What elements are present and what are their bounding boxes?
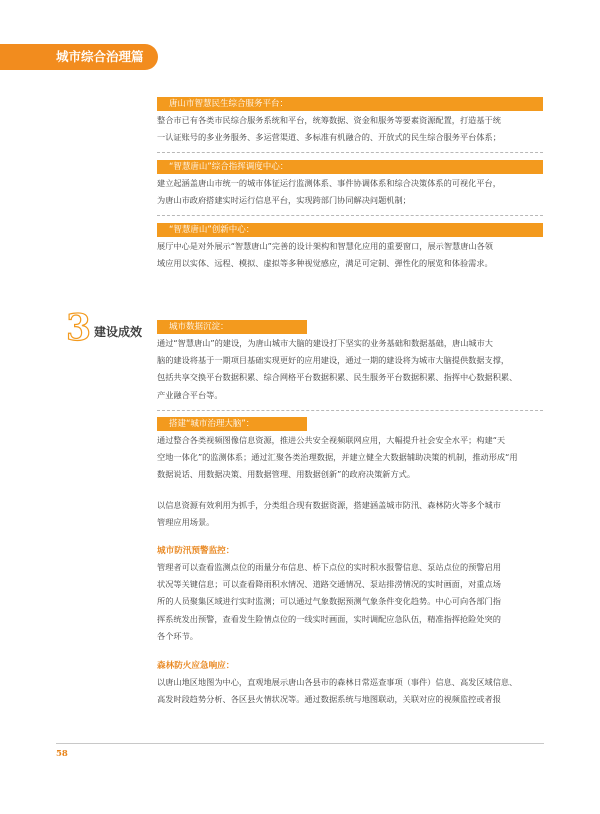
paragraph-line: 高发时段趋势分析、各区县火情状况等。通过数据系统与地图联动，关联对应的视频监控或者报 [157,694,501,705]
divider [157,215,543,216]
paragraph-line: 以信息资源有效利用为抓手，分类组合现有数据资源，搭建涵盖城市防汛、森林防火等多个城市 [157,500,501,510]
section-number: 3 [66,307,92,349]
paragraph-line: 数据说话、用数据决策、用数据管理、用数据创新”的政府决策新方式。 [157,469,416,480]
paragraph-line: 产业融合平台等。 [157,389,223,400]
innovation-center-header: “智慧唐山”创新中心： [157,223,543,237]
paragraph-line: 空地一体化”的监测体系；通过汇聚各类治理数据，并建立健全大数据辅助决策的机制，推动形成“用 [157,452,518,463]
city-brain-paragraph [157,432,545,484]
paragraph-line: 所的人员聚集区域进行实时监测；可以通过气象数据预测气象条件变化趋势。中心可向各部门指 [157,596,501,607]
page-top-bar [0,0,600,38]
paragraph-line: 一认证账号的多业务服务、多运营渠道、多标准有机融合的、开放式的民生综合服务平台体系； [157,132,501,143]
service-platform-paragraph [157,112,545,146]
footer-rule [56,743,544,744]
paragraph-line: 域应用以实体、远程、模拟、虚拟等多种视觉感应，满足可定制、弹性化的展览和体验需求。 [157,258,493,269]
paragraph-line: 通过“智慧唐山”的建设，为唐山城市大脑的建设打下坚实的业务基础和数据基础，唐山城市大 [157,338,493,348]
paragraph-line: 管理者可以查看监测点位的雨量分布信息、桥下点位的实时积水报警信息、泵站点位的预警启用 [157,562,501,572]
scenario-intro-paragraph [157,497,545,531]
paragraph-line: 包括共享交换平台数据积累、综合网格平台数据积累、民生服务平台数据积累、指挥中心数据积累、 [157,372,518,383]
data-accumulation-header: 城市数据沉淀： [157,320,307,334]
paragraph-line: 建立起涵盖唐山市统一的城市体征运行监测体系、事件协调体系和综合决策体系的可视化平台， [157,178,501,188]
forest-fire-paragraph [157,674,545,708]
forest-fire-title: 森林防火应急响应： [157,661,235,671]
section-tab: 城市综合治理篇 [0,44,158,70]
divider [157,152,543,153]
paragraph-line: 挥系统发出预警，查看发生险情点位的一线实时画面，实时调配应急队伍，精准指挥抢险处突的 [157,613,501,624]
paragraph-line: 以唐山地区地图为中心，直观地展示唐山各县市的森林日常巡查事项（事件）信息、高发区域信息、 [157,677,518,687]
data-accumulation-paragraph [157,335,545,404]
divider [157,410,543,411]
city-brain-header: 搭建“城市治理大脑”： [157,417,307,431]
results-heading [66,307,156,349]
paragraph-line: 状况等关键信息；可以查看降雨积水情况、道路交通情况、泵站排涝情况的实时画面，对重点场 [157,579,501,590]
page-number: 58 [56,749,68,759]
paragraph-line: 脑的建设将基于一期项目基础实现更好的应用建设，通过一期的建设将为城市大脑提供数据支撑， [157,355,510,366]
flood-warning-title: 城市防汛预警监控： [157,546,235,556]
paragraph-line: 各个环节。 [157,630,198,641]
paragraph-line: 管理应用场景。 [157,517,215,528]
service-platform-header: 唐山市智慧民生综合服务平台： [157,97,543,111]
command-center-header: “智慧唐山”综合指挥调度中心： [157,160,543,174]
paragraph-line: 整合市已有各类市民综合服务系统和平台，统筹数据、资金和服务等要素资源配置，打造基于统 [157,115,501,125]
command-center-paragraph [157,175,545,209]
innovation-center-paragraph [157,238,545,272]
paragraph-line: 为唐山市政府搭建实时运行信息平台，实现跨部门协同解决问题机制； [157,195,411,206]
section-title: 建设成效 [94,325,143,339]
paragraph-line: 展厅中心是对外展示“智慧唐山”完善的设计架构和智慧化应用的重要窗口，展示智慧唐山各领 [157,241,493,251]
paragraph-line: 通过整合各类视频图像信息资源，推进公共安全视频联网应用，大幅提升社会安全水平；构建“天 [157,435,506,445]
flood-warning-paragraph [157,559,545,645]
